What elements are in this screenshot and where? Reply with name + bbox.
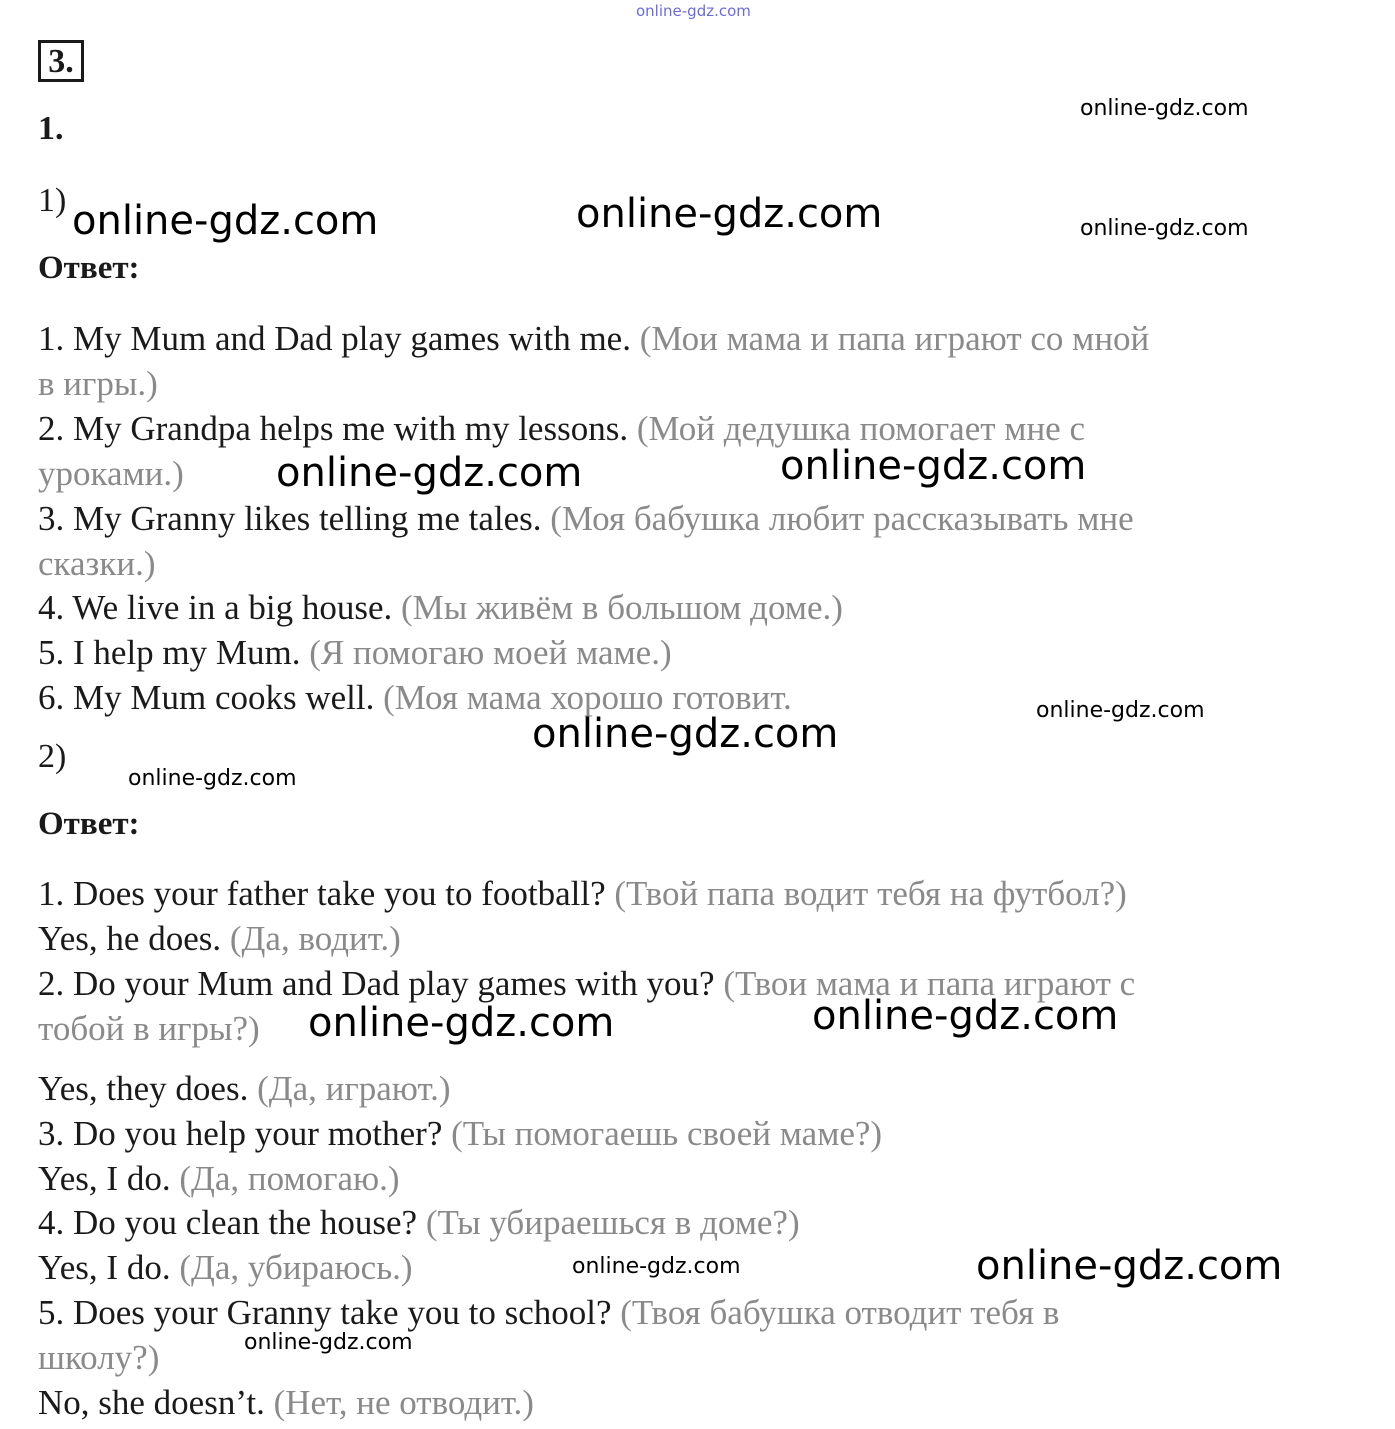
watermark: online-gdz.com <box>72 198 379 244</box>
watermark: online-gdz.com <box>576 191 883 237</box>
part-1-line: 6. My Mum cooks well. (Моя мама хорошо готовит. <box>38 678 792 717</box>
part-2-line: Yes, he does. (Да, водит.) <box>38 919 401 958</box>
watermark: online-gdz.com <box>1080 96 1249 121</box>
watermark: online-gdz.com <box>976 1243 1283 1289</box>
part-1-line: 2. My Grandpa helps me with my lessons. (Мой дедушка помогает мне с <box>38 409 1085 448</box>
part-2-answer-label: Ответ: <box>38 806 140 842</box>
part-1-line: сказки.) <box>38 544 156 583</box>
part-2-line: тобой в игры?) <box>38 1009 260 1048</box>
watermark: online-gdz.com <box>780 443 1087 489</box>
part-2-line: школу?) <box>38 1338 160 1377</box>
part-1-line: 5. I help my Mum. (Я помогаю моей маме.) <box>38 633 672 672</box>
part-1-label: 1) <box>38 182 67 219</box>
part-2-line: Yes, I do. (Да, убираюсь.) <box>38 1248 413 1287</box>
top-watermark: online-gdz.com <box>636 2 751 20</box>
watermark: online-gdz.com <box>128 766 297 791</box>
watermark: online-gdz.com <box>1080 216 1249 241</box>
part-1-line: 1. My Mum and Dad play games with me. (Мои мама и папа играют со мной <box>38 319 1150 358</box>
part-1-line: уроками.) <box>38 454 184 493</box>
watermark: online-gdz.com <box>1036 698 1205 723</box>
task-number-box: 3. <box>38 40 84 82</box>
part-1-line: 4. We live in a big house. (Мы живём в большом доме.) <box>38 588 843 627</box>
part-2-line: Yes, they does. (Да, играют.) <box>38 1069 451 1108</box>
watermark: online-gdz.com <box>572 1254 741 1279</box>
part-2-line: No, she doesn’t. (Нет, не отводит.) <box>38 1383 534 1422</box>
part-1-line: в игры.) <box>38 364 158 403</box>
watermark: online-gdz.com <box>244 1330 413 1355</box>
part-1-answer-label: Ответ: <box>38 250 140 286</box>
part-2-line: 5. Does your Granny take you to school? (Твоя бабушка отводит тебя в <box>38 1293 1060 1332</box>
part-1-line: 3. My Granny likes telling me tales. (Моя бабушка любит рассказывать мне <box>38 499 1134 538</box>
watermark: online-gdz.com <box>308 1000 615 1046</box>
part-2-line: 1. Does your father take you to football? (Твой папа водит тебя на футбол?) <box>38 874 1127 913</box>
part-2-line: Yes, I do. (Да, помогаю.) <box>38 1159 400 1198</box>
part-2-line: 4. Do you clean the house? (Ты убираешься в доме?) <box>38 1203 800 1242</box>
exercise-number: 1. <box>38 110 64 147</box>
part-2-label: 2) <box>38 738 67 775</box>
watermark: online-gdz.com <box>532 711 839 757</box>
watermark: online-gdz.com <box>276 450 583 496</box>
watermark: online-gdz.com <box>812 993 1119 1039</box>
part-2-line: 3. Do you help your mother? (Ты помогаешь своей маме?) <box>38 1114 883 1153</box>
part-2-line: 2. Do your Mum and Dad play games with you? (Твои мама и папа играют с <box>38 964 1136 1003</box>
